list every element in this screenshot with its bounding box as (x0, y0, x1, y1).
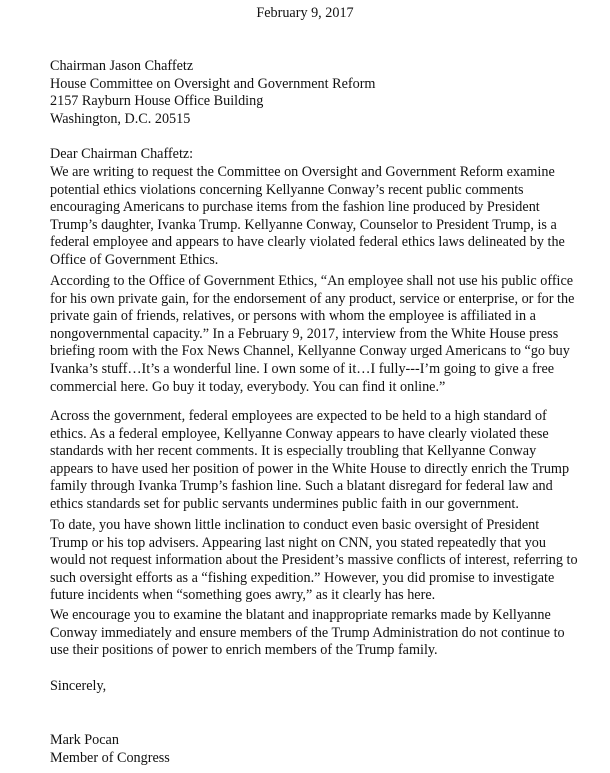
recipient-committee: House Committee on Oversight and Government Reform (50, 75, 376, 92)
recipient-building: 2157 Rayburn House Office Building (50, 93, 264, 110)
recipient-address (50, 58, 580, 128)
body-paragraph-5: We encourage you to examine the blatant and inappropriate remarks made by Kellyanne Conway immediately and ensure members of the Trump Administration do not continue to use their positions of power to enrich members of the Trump family. (50, 607, 565, 659)
recipient-city: Washington, D.C. 20515 (50, 110, 191, 127)
signature-block (50, 732, 580, 767)
body-paragraph-4: To date, you have shown little inclination to conduct even basic oversight of President Trump or his top advisers. Appearing last night on CNN, you stated repeatedly that you would not request information about the President’s massive conflicts of interest, referring to such oversight efforts as a “fishing expedition.” However, you did promise to investigate future incidents when “something goes awry,” as it clearly has here. (50, 517, 578, 604)
salutation: Dear Chairman Chaffetz: (50, 146, 194, 162)
closing: Sincerely, (50, 678, 107, 694)
letter-date: February 9, 2017 (256, 5, 354, 21)
body-paragraph-1: We are writing to request the Committee on Oversight and Government Reform examine potential ethics violations concerning Kellyanne Conway’s recent public comments encouraging Americans to purchase items from the fashion line produced by President Trump’s daughter, Ivanka Trump. Kellyanne Conway, Counselor to President Trump, is a federal employee and appears to have clearly violated federal ethics laws delineated by the Office of Government Ethics. (50, 164, 565, 268)
signer-title: Member of Congress (50, 749, 170, 766)
signer-name: Mark Pocan (50, 732, 119, 748)
body-paragraph-2: According to the Office of Government Ethics, “An employee shall not use his public office for his own private gain, for the endorsement of any product, service or enterprise, or for the private gain of friends, relatives, or persons with whom the employee is affiliated in a nongovernmental capacity.” In a February 9, 2017, interview from the White House press briefing room with the Fox News Channel, Kellyanne Conway urged Americans to “go buy Ivanka’s stuff…It’s a wonderful line. I own some of it…I fully---I’m going to give a free commercial here. Go buy it today, everybody. You can find it online.” (50, 273, 575, 395)
body-paragraph-3: Across the government, federal employees are expected to be held to a high standard of ethics. As a federal employee, Kellyanne Conway appears to have clearly violated these standards with her recent comments. It is especially troubling that Kellyanne Conway appears to have used her position of power in the White House to directly enrich the Trump family through Ivanka Trump’s fashion line. Such a blatant disregard for federal law and ethics standards set for public servants undermines public faith in our government. (50, 408, 570, 512)
recipient-name: Chairman Jason Chaffetz (50, 58, 194, 74)
